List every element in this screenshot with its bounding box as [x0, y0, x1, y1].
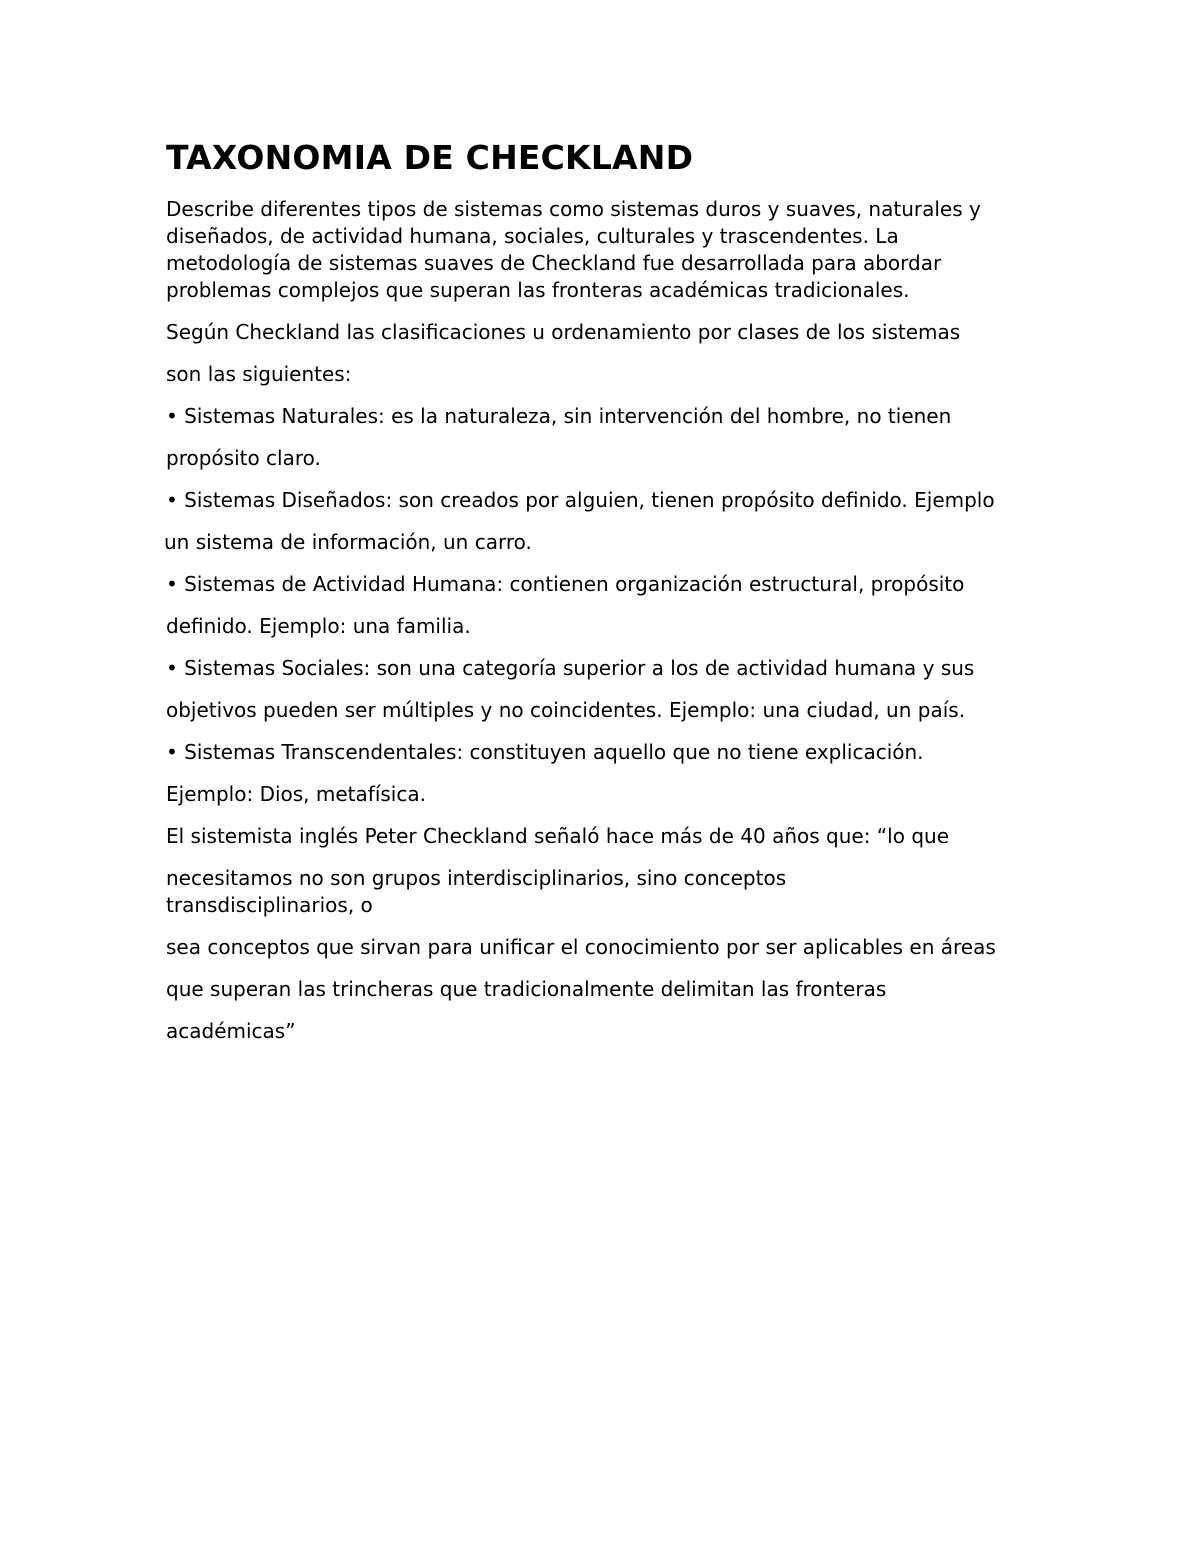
bullet-natural-systems: • Sistemas Naturales: es la naturaleza, sin intervención del hombre, no tienen	[166, 404, 952, 428]
bullet-designed-systems-cont: un sistema de información, un carro.	[164, 530, 532, 554]
bullet-natural-systems-cont: propósito claro.	[166, 446, 321, 470]
bullet-human-activity-systems-cont: definido. Ejemplo: una familia.	[166, 614, 471, 638]
paragraph-list-lead: son las siguientes:	[166, 362, 352, 386]
quote-paragraph-line1: El sistemista inglés Peter Checkland señaló hace más de 40 años que: “lo que	[166, 824, 949, 848]
document-page	[166, 138, 1036, 1060]
quote-paragraph-line3: sea conceptos que sirvan para unificar el conocimiento por ser aplicables en áreas	[166, 935, 996, 959]
bullet-social-systems: • Sistemas Sociales: son una categoría superior a los de actividad humana y sus	[166, 656, 975, 680]
bullet-human-activity-systems: • Sistemas de Actividad Humana: contienen organización estructural, propósito	[166, 572, 965, 596]
quote-paragraph-line5: académicas”	[166, 1019, 296, 1043]
quote-paragraph-line4: que superan las trincheras que tradicionalmente delimitan las fronteras	[166, 977, 887, 1001]
bullet-transcendental-systems: • Sistemas Transcendentales: constituyen aquello que no tiene explicación.	[166, 740, 924, 764]
document-title: TAXONOMIA DE CHECKLAND	[166, 138, 694, 177]
bullet-transcendental-systems-cont: Ejemplo: Dios, metafísica.	[166, 782, 426, 806]
paragraph-classification-intro: Según Checkland las clasificaciones u ordenamiento por clases de los sistemas	[166, 320, 961, 344]
bullet-social-systems-cont: objetivos pueden ser múltiples y no coincidentes. Ejemplo: una ciudad, un país.	[166, 698, 966, 722]
intro-paragraph: Describe diferentes tipos de sistemas como sistemas duros y suaves, naturales y diseñados, de actividad humana, sociales, culturales y trascendentes. La metodología de sistemas suaves de Checkland fue desarrollada para abordar problemas complejos que superan las fronteras académicas tradicionales.	[166, 197, 981, 302]
bullet-designed-systems: • Sistemas Diseñados: son creados por alguien, tienen propósito definido. Ejemplo	[166, 488, 995, 512]
quote-paragraph-line2: necesitamos no son grupos interdisciplinarios, sino conceptos transdisciplinarios, o	[166, 866, 787, 917]
